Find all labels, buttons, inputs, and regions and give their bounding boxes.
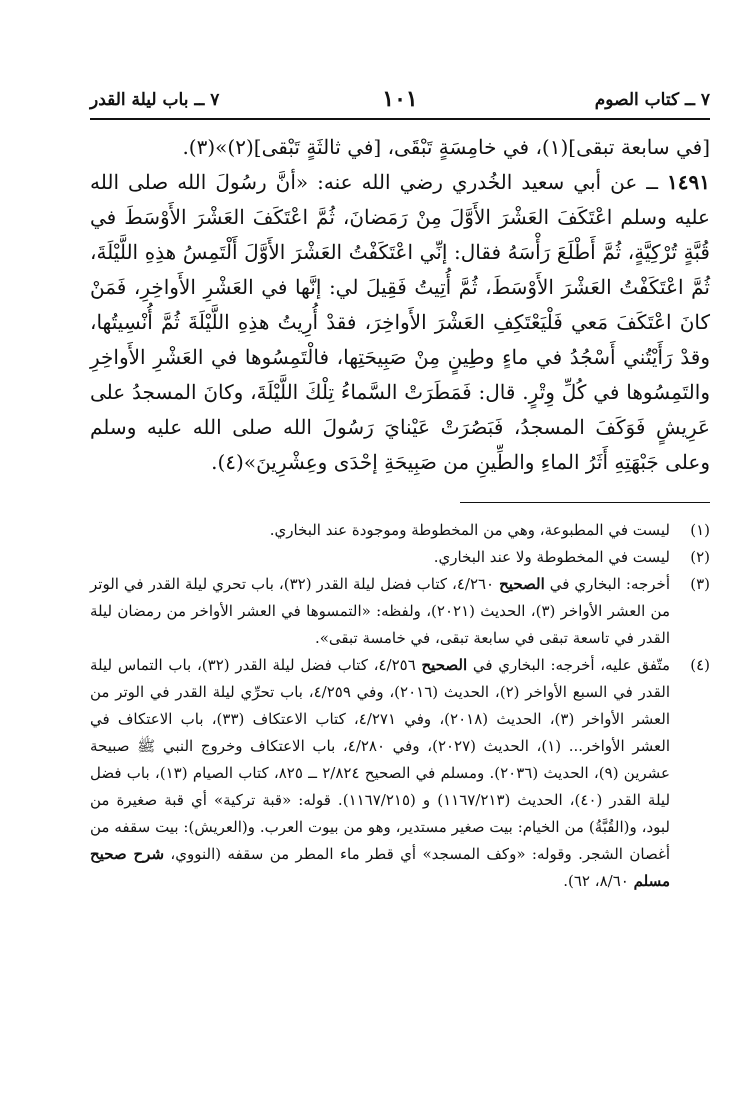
hadith-paragraph: [90, 165, 710, 480]
footnote-4: [90, 652, 710, 895]
footnote-text: ليست في المخطوطة ولا عند البخاري.: [433, 548, 670, 566]
footnote-3: [90, 571, 710, 652]
footnotes: [90, 517, 710, 895]
footnote-source-title: الصحيح: [499, 575, 545, 593]
footnote-source-title-2: شرح صحيح مسلم: [90, 845, 670, 890]
footnote-divider: [460, 502, 710, 503]
footnote-number: (١): [690, 521, 710, 539]
chapter-title: ٧ ــ باب ليلة القدر: [90, 90, 220, 110]
footnote-2: [90, 544, 710, 571]
footnote-number: (٣): [690, 575, 710, 593]
continuation-line: [في سابعة تبقى](١)، في خامِسَةٍ تَبْقَى، [في ثالثَةٍ تَبْقى](٢)»(٣).: [182, 135, 710, 159]
footnote-number: (٢): [690, 548, 710, 566]
footnote-text: ليست في المطبوعة، وهي من المخطوطة وموجودة عند البخاري.: [269, 521, 670, 539]
footnote-text-pre: أخرجه: البخاري في: [544, 575, 670, 593]
hadith-text: ــ عن أبي سعيد الخُدري رضي الله عنه: «أنَّ رسُولَ الله صلى الله عليه وسلم اعْتَكَفَ العَشْرَ الأَوَّلَ مِنْ رَمَضانَ، ثُمَّ اعْتَكَفَ العَشْرَ الأَوْسَطَ في قُبَّةٍ تُرْكِيَّةٍ، ثُمَّ أَطْلَعَ رَأْسَهُ فقال: إنِّي اعْتَكَفْتُ العَشْرَ الأَوَّلَ أَلْتَمِسُ هذِهِ اللَّيْلَةَ، ثُمَّ اعْتَكَفْتُ العَشْرَ الأَوْسَطَ، ثُمَّ أُتِيتُ فَقِيلَ لي: إنَّها في العَشْرِ الأَواخِرِ، فَمَنْ كانَ اعْتَكَفَ مَعي فَلْيَعْتَكِفِ العَشْرَ الأَواخِرَ، فقدْ أُرِيتُ هذِهِ اللَّيْلَةَ ثُمَّ أُنْسِيتُها، وقدْ رَأَيْتُني أَسْجُدُ في ماءٍ وطِينٍ مِنْ صَبِيحَتِها، فالْتَمِسُوها في العَشْرِ الأَواخِرِ والتَمِسُوها في كُلِّ وِتْرٍ. قال: فَمَطَرَتْ السَّماءُ تِلْكَ اللَّيْلَةَ، وكانَ المسجدُ على عَرِيشٍ فَوَكَفَ المسجدُ، فَبَصُرَتْ عَيْنايَ رَسُولَ الله صلى الله عليه وسلم وعلى جَبْهَتِهِ أَثَرُ الماءِ والطِّينِ من صَبِيحَةِ إحْدَى وعِشْرِينَ»(٤).: [90, 170, 711, 474]
footnote-1: [90, 517, 710, 544]
footnote-source-title: الصحيح: [421, 656, 468, 674]
page-header: [90, 88, 710, 120]
footnote-text-pre: متّفق عليه، أخرجه: البخاري في: [467, 656, 670, 674]
hadith-number: ١٤٩١: [667, 170, 710, 194]
page-number: ١٠١: [382, 86, 418, 112]
footnote-text-post: ٤/٢٦٠، كتاب فضل ليلة القدر (٣٢)، باب تحري ليلة القدر في الوتر من العشر الأواخر (٣)، الحديث (٢٠٢١)، ولفظه: «التمسوها في العشر الأواخر من رمضان ليلة القدر في تاسعة تبقى في سابعة تبقى، في خامسة تبقى».: [90, 575, 670, 647]
footnote-text-end: ٨/٦٠، ٦٢).: [563, 872, 634, 890]
footnote-number: (٤): [690, 656, 710, 674]
main-text: [90, 130, 710, 480]
book-title: ٧ ــ كتاب الصوم: [594, 90, 710, 110]
book-page: [90, 88, 710, 895]
footnote-text-post: ٤/٢٥٦، كتاب فضل ليلة القدر (٣٢)، باب التماس ليلة القدر في السبع الأواخر (٢)، الحديث (٢٠١٦)، وفي ٤/٢٥٩، باب تحرِّي ليلة القدر في الوتر من العشر الأواخر (٣)، الحديث (٢٠١٨)، وفي ٤/٢٧١، كتاب الاعتكاف (٣٣)، باب الاعتكاف في العشر الأواخر... (١)، الحديث (٢٠٢٧)، وفي ٤/٢٨٠، باب الاعتكاف وخروج النبي ﷺ صبيحة عشرين (٩)، الحديث (٢٠٣٦). ومسلم في الصحيح ٢/٨٢٤ ــ ٨٢٥، كتاب الصيام (١٣)، باب فضل ليلة القدر (٤٠)، الحديث (١١٦٧/٢١٣) و (١١٦٧/٢١٥). قوله: «قبة تركية» أي قبة صغيرة من لبود، و(القُبَّةُ) من الخيام: بيت صغير مستدير، وهو من بيوت العرب. و(العريش): بيت سقفه من أغصان الشجر. وقوله: «وكف المسجد» أي قطر ماء المطر من سقفه (النووي،: [90, 656, 671, 863]
